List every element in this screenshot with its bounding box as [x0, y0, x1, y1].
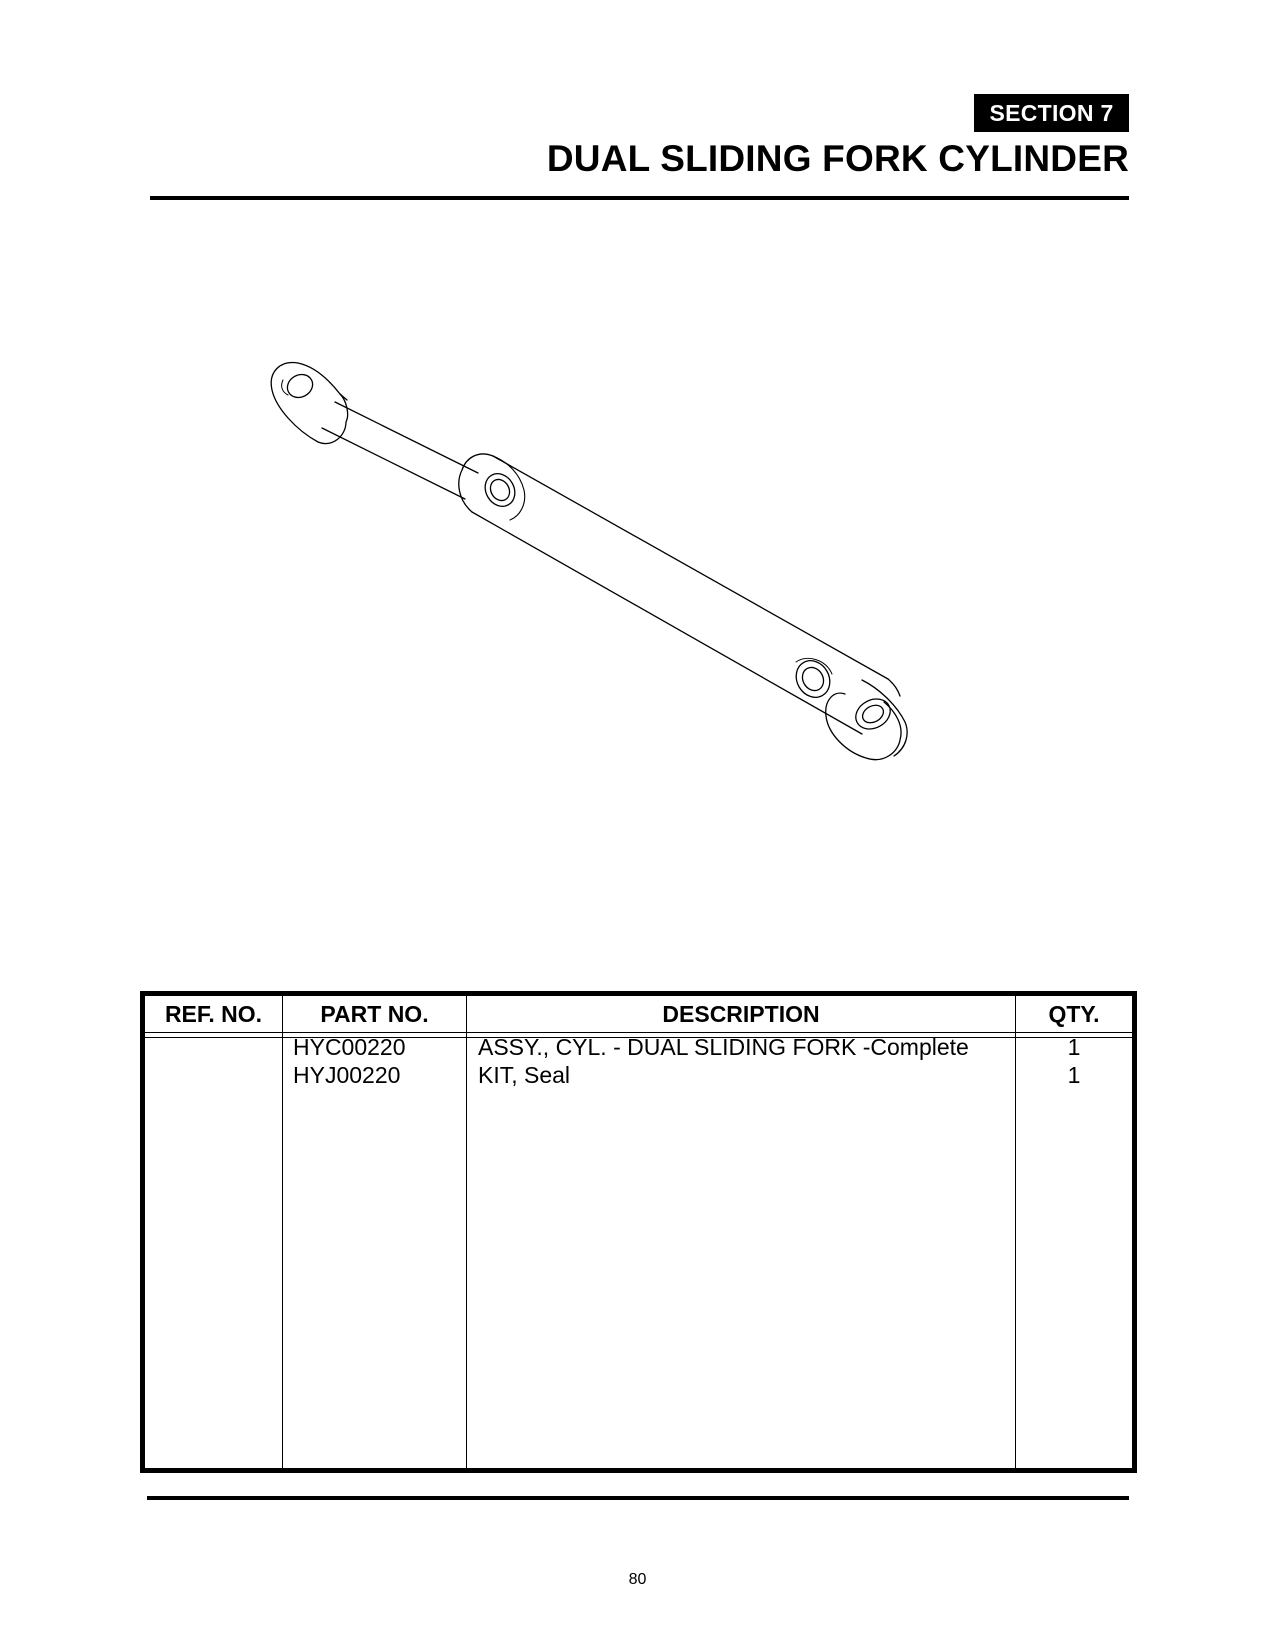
page-title: DUAL SLIDING FORK CYLINDER: [546, 138, 1129, 179]
description-cell: ASSY., CYL. - DUAL SLIDING FORK -Complete: [478, 1034, 969, 1060]
column-divider: [466, 996, 467, 1468]
column-header-part-no: PART NO.: [320, 1001, 429, 1027]
column-header-qty: QTY.: [1048, 1001, 1100, 1027]
column-header-description: DESCRIPTION: [662, 1001, 820, 1027]
header-rule: [145, 1032, 1132, 1033]
page-number: 80: [628, 1571, 647, 1588]
column-divider: [282, 996, 283, 1468]
qty-cell: 1: [1067, 1062, 1081, 1088]
footer-divider: [147, 1496, 1129, 1500]
part-no-cell: HYC00220: [293, 1034, 406, 1060]
part-no-cell: HYJ00220: [293, 1062, 401, 1088]
parts-table: [140, 991, 1137, 1473]
hydraulic-cylinder-illustration: [260, 355, 950, 795]
qty-cell: 1: [1067, 1034, 1081, 1060]
section-label: SECTION 7: [974, 94, 1129, 132]
column-header-ref-no: REF. NO.: [164, 1001, 263, 1027]
header-divider: [150, 196, 1129, 200]
description-cell: KIT, Seal: [478, 1062, 571, 1088]
